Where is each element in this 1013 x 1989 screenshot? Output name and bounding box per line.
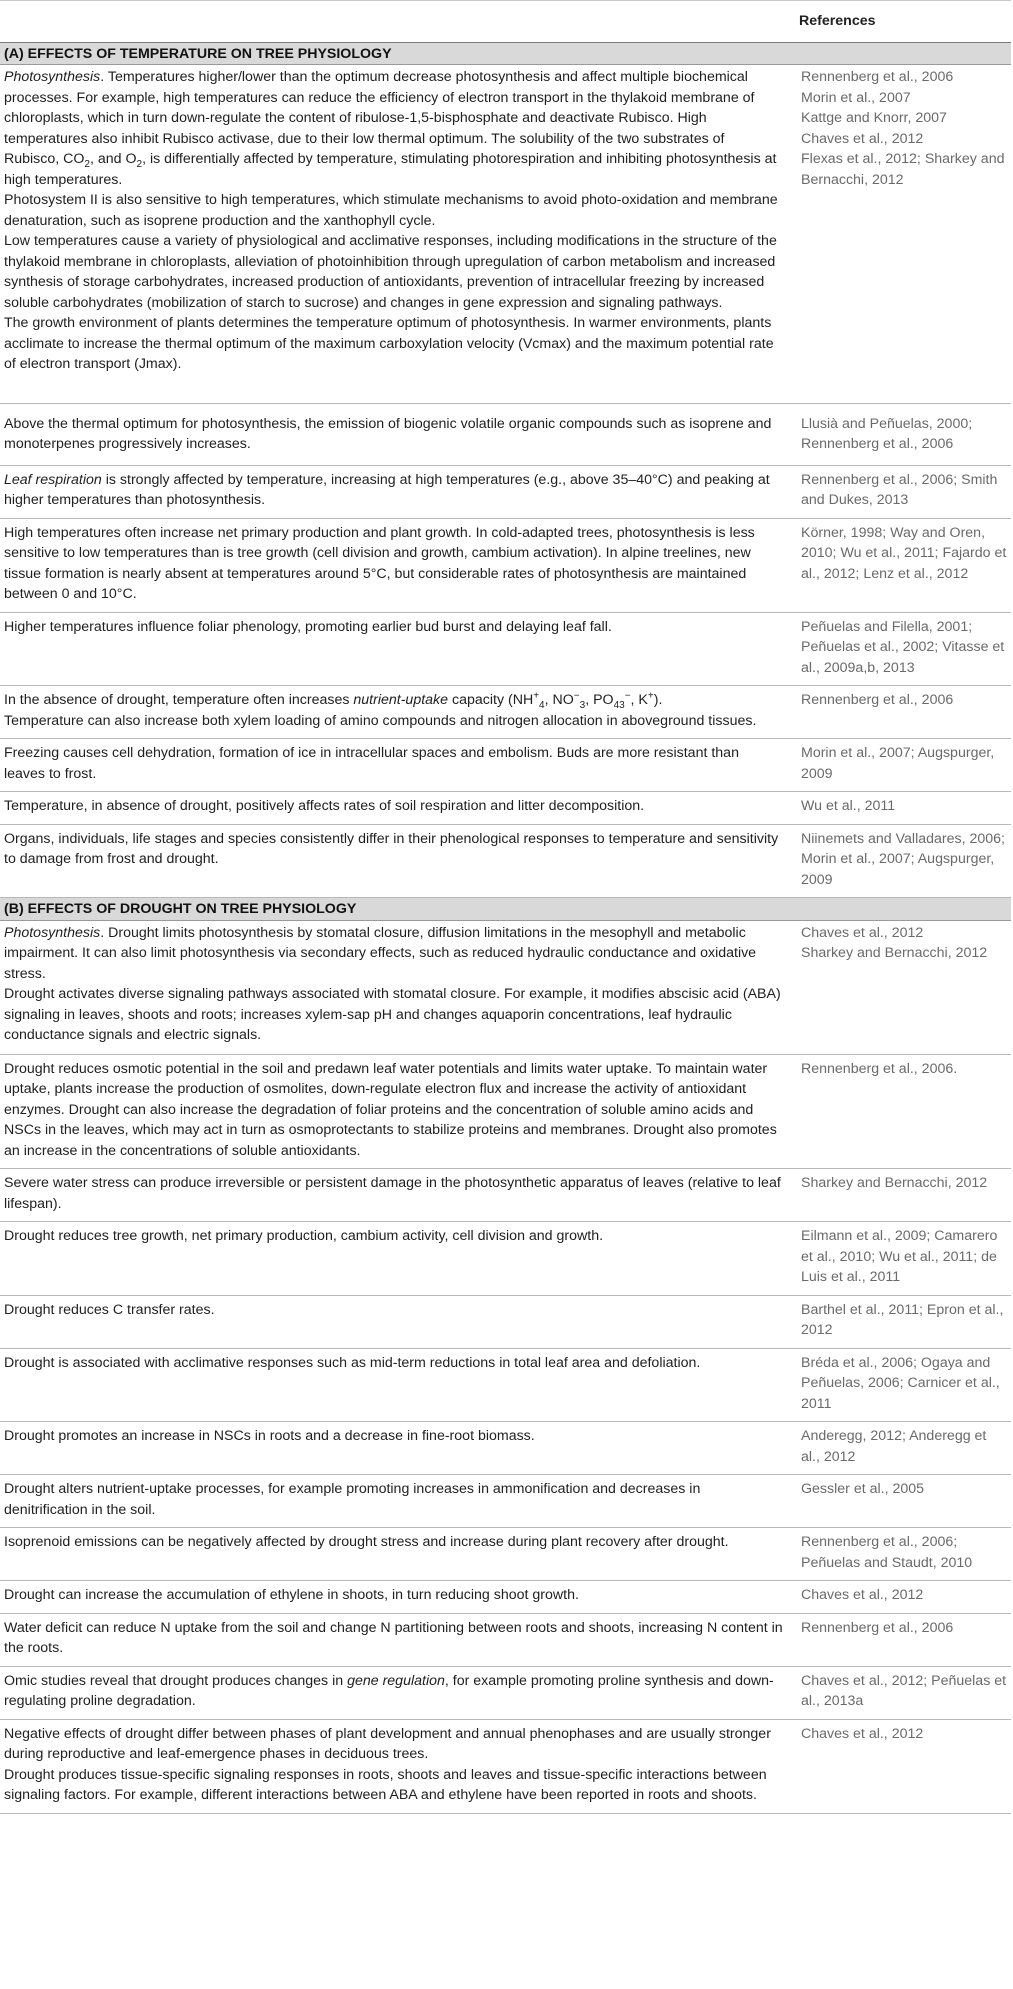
row-references: Anderegg, 2012; Anderegg et al., 2012 bbox=[795, 1422, 1011, 1475]
row-references: Niinemets and Valladares, 2006; Morin et al., 2007; Augspurger, 2009 bbox=[795, 824, 1011, 898]
row-references: Rennenberg et al., 2006 bbox=[795, 686, 1011, 739]
table-row bbox=[0, 1422, 1011, 1475]
row-references bbox=[795, 920, 1011, 1054]
subscript: 43 bbox=[613, 699, 625, 711]
row-references: Rennenberg et al., 2006; Peñuelas and Staudt, 2010 bbox=[795, 1528, 1011, 1581]
row-references: Rennenberg et al., 2006; Smith and Dukes, 2013 bbox=[795, 465, 1011, 518]
row-references bbox=[795, 65, 1011, 404]
row-references: Gessler et al., 2005 bbox=[795, 1475, 1011, 1528]
superscript: + bbox=[647, 690, 654, 702]
row-description: Drought promotes an increase in NSCs in roots and a decrease in fine-root biomass. bbox=[0, 1422, 795, 1475]
row-description bbox=[0, 920, 795, 1054]
row-references: Rennenberg et al., 2006. bbox=[795, 1054, 1011, 1169]
table-row bbox=[0, 1528, 1011, 1581]
paragraph: Drought activates diverse signaling pathways associated with stomatal closure. For example, it modifies abscisic acid (ABA) signaling in leaves, shoots and roots; increases xylem-sap pH and changes aquaporin concentrations, leaf hydraulic conductance signals and electric signals. bbox=[4, 986, 781, 1043]
paragraph: Negative effects of drought differ between phases of plant development and annual phenophases and are usually stronger during reproductive and leaf-emergence phases in deciduous trees. bbox=[4, 1725, 771, 1762]
table-row bbox=[0, 1719, 1011, 1813]
chemical-formula bbox=[512, 690, 663, 711]
row-description bbox=[0, 65, 795, 404]
lead-term: Leaf respiration bbox=[4, 471, 102, 488]
text: , K bbox=[630, 692, 648, 708]
superscript: − bbox=[573, 690, 580, 702]
reference: Sharkey and Bernacchi, 2012 bbox=[801, 945, 988, 961]
table-row bbox=[0, 465, 1011, 518]
table-row bbox=[0, 403, 1011, 465]
section-title-a: (A) EFFECTS OF TEMPERATURE ON TREE PHYSIOLOGY bbox=[0, 42, 1011, 65]
row-description bbox=[0, 1719, 795, 1813]
row-references: Llusià and Peñuelas, 2000; Rennenberg et al., 2006 bbox=[795, 403, 1011, 465]
row-references: Sharkey and Bernacchi, 2012 bbox=[795, 1169, 1011, 1222]
text: is strongly affected by temperature, increasing at high temperatures (e.g., above 35–40°C) and peaking at higher temperatures than photosynthesis. bbox=[4, 471, 770, 508]
text: , for example promoting proline synthesis and down-regulating proline degradation. bbox=[4, 1672, 774, 1709]
row-description: Higher temperatures influence foliar phenology, promoting earlier bud burst and delaying leaf fall. bbox=[0, 612, 795, 686]
row-description: Water deficit can reduce N uptake from the soil and change N partitioning between roots and shoots, increasing N content in the roots. bbox=[0, 1613, 795, 1666]
table-row bbox=[0, 686, 1011, 739]
row-description: Severe water stress can produce irreversible or persistent damage in the photosynthetic apparatus of leaves (relative to leaf lifespan). bbox=[0, 1169, 795, 1222]
row-description: Drought can increase the accumulation of ethylene in shoots, in turn reducing shoot growth. bbox=[0, 1581, 795, 1614]
lead-term: Photosynthesis bbox=[4, 924, 101, 941]
reference: Kattge and Knorr, 2007 bbox=[801, 110, 947, 126]
row-description: Drought reduces C transfer rates. bbox=[0, 1295, 795, 1348]
subscript: 2 bbox=[136, 158, 143, 170]
reference: Flexas et al., 2012; Sharkey and Bernacchi, 2012 bbox=[801, 151, 1005, 188]
row-references: Körner, 1998; Way and Oren, 2010; Wu et al., 2011; Fajardo et al., 2012; Lenz et al., 2012 bbox=[795, 518, 1011, 612]
row-references: Barthel et al., 2011; Epron et al., 2012 bbox=[795, 1295, 1011, 1348]
row-references: Peñuelas and Filella, 2001; Peñuelas et al., 2002; Vitasse et al., 2009a,b, 2013 bbox=[795, 612, 1011, 686]
row-description bbox=[0, 1666, 795, 1719]
table-row bbox=[0, 739, 1011, 792]
row-references: Rennenberg et al., 2006 bbox=[795, 1613, 1011, 1666]
row-references: Eilmann et al., 2009; Camarero et al., 2010; Wu et al., 2011; de Luis et al., 2011 bbox=[795, 1222, 1011, 1296]
text: capacity ( bbox=[448, 692, 513, 708]
table-row bbox=[0, 1169, 1011, 1222]
row-description: Drought is associated with acclimative responses such as mid-term reductions in total leaf area and defoliation. bbox=[0, 1348, 795, 1422]
reference: Chaves et al., 2012 bbox=[801, 130, 924, 147]
table-row bbox=[0, 920, 1011, 1054]
table-row bbox=[0, 518, 1011, 612]
row-references: Morin et al., 2007; Augspurger, 2009 bbox=[795, 739, 1011, 792]
table-row bbox=[0, 612, 1011, 686]
text: . Drought limits photosynthesis by stomatal closure, diffusion limitations in the mesophyll and metabolic impairment. It can also limit photosynthesis via secondary effects, such as reduced hydraulic conductance and oxidative stress. bbox=[4, 924, 757, 982]
superscript: − bbox=[624, 690, 631, 702]
section-title-b: (B) EFFECTS OF DROUGHT ON TREE PHYSIOLOGY bbox=[0, 898, 1011, 921]
table-row bbox=[0, 1054, 1011, 1169]
table-row bbox=[0, 1295, 1011, 1348]
text: In the absence of drought, temperature often increases bbox=[4, 692, 354, 708]
row-description bbox=[0, 465, 795, 518]
paragraph: Temperature can also increase both xylem loading of amino compounds and nitrogen allocation in aboveground tissues. bbox=[4, 712, 757, 729]
text: Omic studies reveal that drought produces changes in bbox=[4, 1672, 348, 1689]
row-description: Temperature, in absence of drought, positively affects rates of soil respiration and litter decomposition. bbox=[0, 792, 795, 825]
text: , NO bbox=[544, 692, 574, 708]
text: , is differentially affected by temperature, stimulating photorespiration and inhibiting photosynthesis at high temperatures. bbox=[4, 151, 777, 188]
row-references: Bréda et al., 2006; Ogaya and Peñuelas, 2006; Carnicer et al., 2011 bbox=[795, 1348, 1011, 1422]
subscript: 2 bbox=[84, 158, 90, 170]
row-description: Drought alters nutrient-uptake processes, for example promoting increases in ammonification and decreases in denitrification in the soil. bbox=[0, 1475, 795, 1528]
text: ). bbox=[653, 692, 663, 708]
paragraph: Photosystem II is also sensitive to high temperatures, which stimulate mechanisms to avoid photo-oxidation and membrane denaturation, such as isoprene production and the xanthophyll cycle. bbox=[4, 192, 778, 229]
row-references: Chaves et al., 2012 bbox=[795, 1719, 1011, 1813]
paragraph: The growth environment of plants determines the temperature optimum of photosynthesis. In warmer environments, plants acclimate to increase the thermal optimum of the maximum carboxylation velocity (Vcmax) and the maximum potential rate of electron transport (Jmax). bbox=[4, 315, 774, 372]
table-row bbox=[0, 1222, 1011, 1296]
reference: Morin et al., 2007 bbox=[801, 89, 911, 106]
row-description: Drought reduces osmotic potential in the soil and predawn leaf water potentials and limits water uptake. To maintain water uptake, plants increase the production of osmolites, down-regulate electron flux and increase the activity of antioxidant enzymes. Drought can also increase the degradation of foliar proteins and the concentration of soluble amino acids and NSCs in the leaves, which may act in turn as osmoprotectants to stabilize proteins and membranes. Drought also promotes an increase in the concentrations of soluble antioxidants. bbox=[0, 1054, 795, 1169]
table-row bbox=[0, 1666, 1011, 1719]
superscript: + bbox=[533, 690, 540, 702]
section-heading-b bbox=[0, 898, 1011, 921]
row-references: Wu et al., 2011 bbox=[795, 792, 1011, 825]
row-description: Above the thermal optimum for photosynthesis, the emission of biogenic volatile organic compounds such as isoprene and monoterpenes progressively increases. bbox=[0, 403, 795, 465]
lead-term: Photosynthesis bbox=[4, 69, 101, 85]
paragraph: Drought produces tissue-specific signaling responses in roots, shoots and leaves and tissue-specific interactions between signaling factors. For example, different interactions between ABA and ethylene have been reported in roots and shoots. bbox=[4, 1766, 767, 1803]
header-description bbox=[0, 1, 795, 43]
row-references: Chaves et al., 2012; Peñuelas et al., 2013a bbox=[795, 1666, 1011, 1719]
paragraph: Low temperatures cause a variety of physiological and acclimative responses, including modifications in the structure of the thylakoid membrane in chloroplasts, alleviation of photoinhibition through upregulation of carbon metabolism and increased synthesis of storage carbohydrates, increased production of antioxidants, prevention of intracellular freezing by increased soluble carbohydrates (mobilization of starch to sucrose) and changes in gene expression and signaling pathways. bbox=[4, 233, 777, 311]
row-description: Freezing causes cell dehydration, formation of ice in intracellular spaces and embolism. Buds are more resistant than leaves to frost. bbox=[0, 739, 795, 792]
subscript: 4 bbox=[539, 699, 545, 711]
table-row bbox=[0, 1348, 1011, 1422]
row-references: Chaves et al., 2012 bbox=[795, 1581, 1011, 1614]
text: , and O bbox=[89, 151, 137, 167]
header-references: References bbox=[795, 1, 1011, 43]
lead-term: nutrient-uptake bbox=[353, 692, 449, 708]
text: NH bbox=[512, 692, 534, 708]
lead-term: gene regulation bbox=[347, 1672, 445, 1689]
subscript: 3 bbox=[579, 699, 586, 711]
row-description: Organs, individuals, life stages and species consistently differ in their phenological responses to temperature and sensitivity to damage from frost and drought. bbox=[0, 824, 795, 898]
reference: Rennenberg et al., 2006 bbox=[801, 69, 954, 85]
row-description bbox=[0, 686, 795, 739]
table-row bbox=[0, 1581, 1011, 1614]
reference: Chaves et al., 2012 bbox=[801, 924, 924, 941]
table-header-row bbox=[0, 1, 1011, 43]
table-row bbox=[0, 1613, 1011, 1666]
row-description: Isoprenoid emissions can be negatively affected by drought stress and increase during plant recovery after drought. bbox=[0, 1528, 795, 1581]
row-description: High temperatures often increase net primary production and plant growth. In cold-adapted trees, photosynthesis is less sensitive to low temperatures than is tree growth (cell division and growth, cambium activation). In alpine treelines, new tissue formation is nearly absent at temperatures around 5°C, but considerable rates of photosynthesis are maintained between 0 and 10°C. bbox=[0, 518, 795, 612]
table-row bbox=[0, 65, 1011, 404]
text: , PO bbox=[585, 692, 614, 708]
section-heading-a bbox=[0, 42, 1011, 65]
table-row bbox=[0, 824, 1011, 898]
row-description: Drought reduces tree growth, net primary production, cambium activity, cell division and growth. bbox=[0, 1222, 795, 1296]
table-row bbox=[0, 1475, 1011, 1528]
text: . Temperatures higher/lower than the optimum decrease photosynthesis and affect multiple biochemical processes. For example, high temperatures can reduce the efficiency of electron transport in the thylakoid membrane of chloroplasts, which in turn down-regulate the content of ribulose-1,5-bisphosphate and deactivate Rubisco. High temperatures also inhibit Rubisco activase, due to their low thermal optimum. The solubility of the two substrates of Rubisco, CO bbox=[4, 69, 755, 167]
table-row bbox=[0, 792, 1011, 825]
